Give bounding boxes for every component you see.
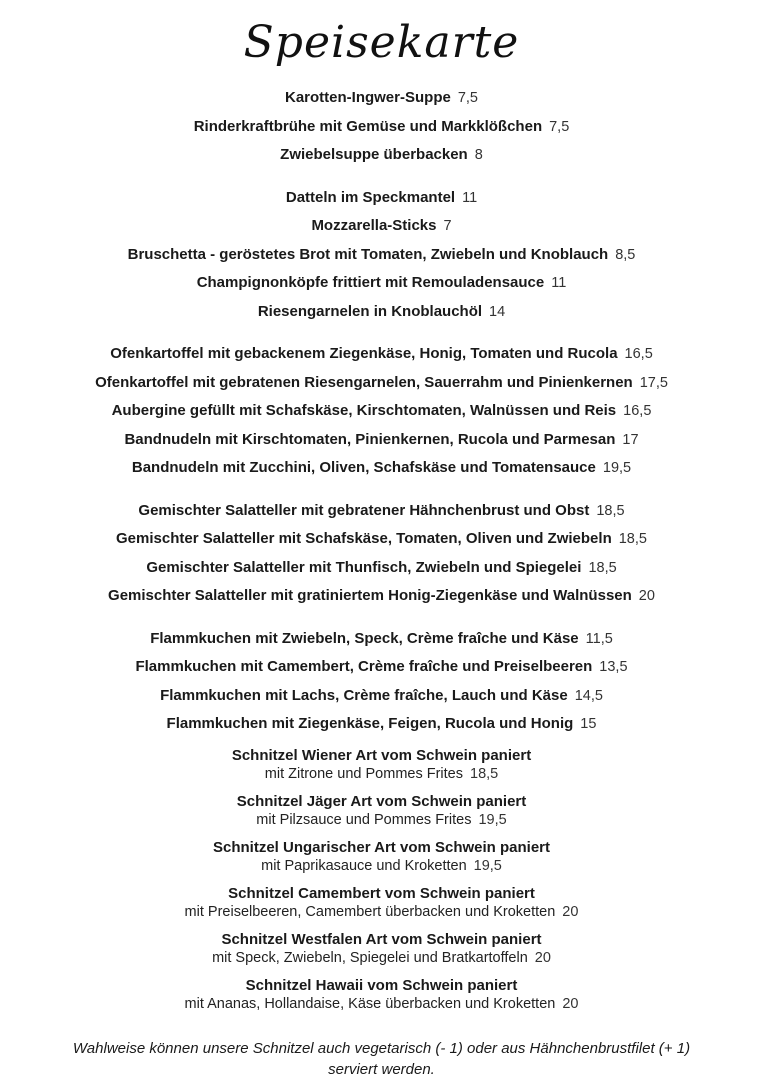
menu-item [0,369,763,398]
item-price: 17,5 [639,374,668,391]
menu-item [0,298,763,327]
item-description: mit Preiselbeeren, Camembert überbacken und Kroketten [184,904,556,920]
item-description: mit Speck, Zwiebeln, Spiegelei und Bratkartoffeln [212,950,528,966]
item-description: mit Ananas, Hollandaise, Käse überbacken und Kroketten [184,996,556,1012]
item-name: Datteln im Speckmantel [285,188,456,206]
item-description-line [0,811,763,830]
item-price: 18,5 [618,531,647,547]
item-name: Flammkuchen mit Camembert, Crème fraîche und Preiselbeeren [135,658,593,675]
item-price: 20 [534,950,551,966]
menu-item [0,625,763,654]
schnitzel-item [0,977,763,1014]
item-name: Ofenkartoffel mit gebratenen Riesengarnelen, Sauerrahm und Pinienkernen [95,373,633,391]
item-price: 20 [562,904,579,920]
menu-item [0,84,763,113]
item-price: 7,5 [457,90,478,106]
item-name: Riesengarnelen in Knoblauchöl [257,302,483,320]
menu-item [0,212,763,241]
item-description: mit Zitrone und Pommes Frites [264,766,463,782]
item-name: Bruschetta - geröstetes Brot mit Tomaten, Zwiebeln und Knoblauch [127,245,609,263]
item-name: Bandnudeln mit Zucchini, Oliven, Schafskäse und Tomatensauce [131,459,596,476]
menu-item [0,426,763,455]
item-name: Schnitzel Ungarischer Art vom Schwein paniert [212,838,551,856]
menu-section-salate [0,497,763,611]
schnitzel-sections [0,747,763,1014]
item-price: 11 [551,275,567,291]
item-price: 8,5 [615,246,636,263]
menu-section-suppen [0,84,763,170]
menu-item [0,141,763,170]
schnitzel-item [0,793,763,830]
schnitzel-item [0,747,763,784]
item-name: Zwiebelsuppe überbacken [280,146,468,163]
menu-item [0,653,763,682]
item-name: Mozzarella-Sticks [311,217,437,234]
item-name: Bandnudeln mit Kirschtomaten, Pinienkernen, Rucola und Parmesan [124,430,616,448]
item-name: Gemischter Salatteller mit Schafskäse, Tomaten, Oliven und Zwiebeln [116,530,612,547]
item-description-line [0,903,763,922]
item-price: 8 [474,147,483,163]
item-price: 7,5 [549,118,570,135]
menu-section-flammkuchen [0,625,763,739]
menu-item [0,554,763,583]
menu-item [0,397,763,426]
menu-item [0,497,763,526]
footer-note: Wahlweise können unsere Schnitzel auch vegetarisch (- 1) oder aus Hähnchenbrustfilet (+ 1) serviert werden. [72,1039,691,1078]
item-name: Flammkuchen mit Zwiebeln, Speck, Crème fraîche und Käse [150,629,579,647]
item-name: Flammkuchen mit Lachs, Crème fraîche, Lauch und Käse [160,686,568,704]
item-price: 16,5 [624,346,653,362]
item-name: Ofenkartoffel mit gebackenem Ziegenkäse, Honig, Tomaten und Rucola [110,345,618,362]
item-name: Schnitzel Wiener Art vom Schwein paniert [231,746,532,764]
item-price: 18,5 [588,559,617,576]
menu-item [0,582,763,611]
schnitzel-item [0,839,763,876]
item-price: 15 [580,716,597,732]
item-name: Champignonköpfe frittiert mit Remouladensauce [196,274,545,291]
item-name: Rinderkraftbrühe mit Gemüse und Markklößchen [193,117,543,135]
item-description-line [0,949,763,968]
item-description-line [0,995,763,1014]
item-price: 19,5 [473,858,502,874]
menu-section-vorspeisen [0,184,763,327]
item-price: 20 [638,588,655,604]
item-price: 17 [622,431,639,448]
item-description: mit Paprikasauce und Kroketten [261,858,467,874]
item-price: 16,5 [623,403,652,419]
item-price: 11 [462,189,478,206]
menu-item [0,113,763,142]
item-price: 18,5 [596,502,625,519]
item-price: 7 [443,218,452,234]
item-name: Schnitzel Camembert vom Schwein paniert [228,884,535,902]
menu-section-ofenkartoffel-und-pasta [0,340,763,483]
item-price: 20 [562,996,579,1012]
menu-item [0,269,763,298]
item-price: 19,5 [602,460,632,476]
item-price: 14,5 [574,687,603,704]
item-name: Schnitzel Westfalen Art vom Schwein paniert [221,930,542,948]
menu-item [0,710,763,739]
menu-item [0,340,763,369]
item-name: Gemischter Salatteller mit gratiniertem Honig-Ziegenkäse und Walnüssen [108,587,632,604]
item-price: 11,5 [585,630,613,647]
item-name: Aubergine gefüllt mit Schafskäse, Kirschtomaten, Walnüssen und Reis [111,402,617,419]
item-name: Flammkuchen mit Ziegenkäse, Feigen, Rucola und Honig [166,715,574,732]
menu-item [0,525,763,554]
menu-item [0,241,763,270]
item-price: 18,5 [470,766,499,782]
menu-sections [0,84,763,739]
menu-item [0,454,763,483]
item-description-line [0,857,763,876]
item-price: 19,5 [478,812,507,828]
page-title: Speisekarte [243,17,520,68]
schnitzel-item [0,931,763,968]
item-name: Schnitzel Jäger Art vom Schwein paniert [236,792,527,810]
item-name: Karotten-Ingwer-Suppe [284,89,451,106]
item-price: 14 [489,303,506,320]
item-price: 13,5 [599,659,628,675]
menu-item [0,184,763,213]
menu-item [0,682,763,711]
item-description-line [0,765,763,784]
item-name: Gemischter Salatteller mit gebratener Hähnchenbrust und Obst [138,501,590,519]
schnitzel-item [0,885,763,922]
item-name: Gemischter Salatteller mit Thunfisch, Zwiebeln und Spiegelei [146,558,582,576]
item-name: Schnitzel Hawaii vom Schwein paniert [245,976,518,994]
item-description: mit Pilzsauce und Pommes Frites [256,812,472,828]
